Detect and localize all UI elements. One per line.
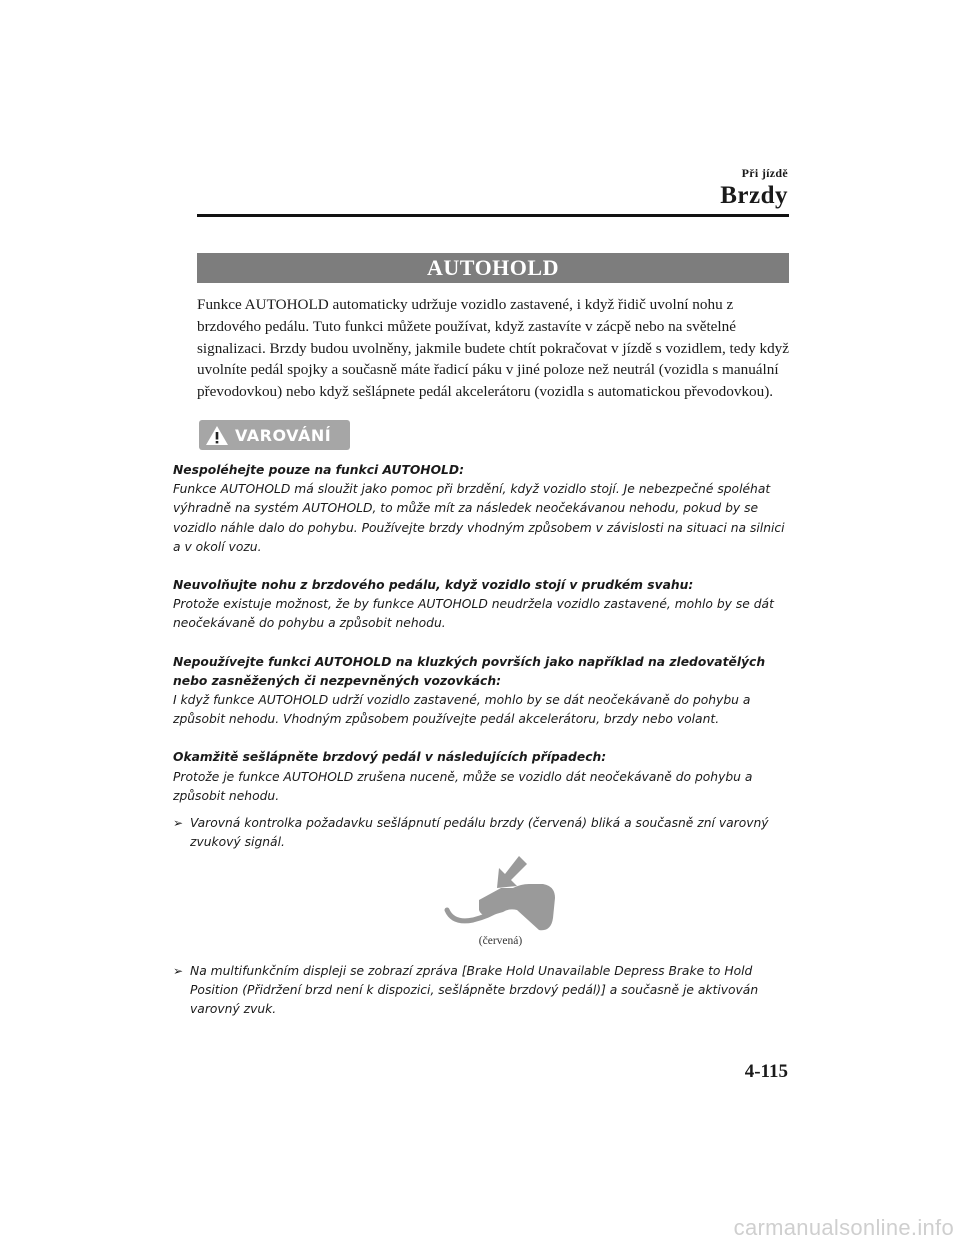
- brake-pedal-warning-icon: [443, 854, 558, 934]
- warning-block: [173, 653, 789, 730]
- bullet-item: [173, 814, 789, 852]
- warning-block: [173, 576, 789, 634]
- bullet-item: [173, 962, 789, 1020]
- page-number: 4-115: [744, 1061, 788, 1082]
- warning-body: Protože existuje možnost, že by funkce AUTOHOLD neudržela vozidlo zastavené, mohlo by se dát neočekávaně do pohybu a způsobit nehodu.: [173, 597, 774, 631]
- warning-heading: Okamžitě sešlápněte brzdový pedál v následujících případech:: [173, 750, 607, 765]
- arrow-bullet-icon: ➢: [173, 816, 184, 831]
- warning-body: Protože je funkce AUTOHOLD zrušena nuceně, může se vozidlo dát neočekávaně do pohybu a způsobit nehodu.: [173, 769, 753, 803]
- figure-caption: (červená): [478, 935, 523, 947]
- warning-block: [173, 748, 789, 806]
- warning-body: Funkce AUTOHOLD má sloužit jako pomoc při brzdění, když vozidlo stojí. Je nebezpečné spoléhat výhradně na systém AUTOHOLD, to může mít za následek neočekávanou nehodu, pokud by se vozidlo náhle dalo do pohybu. Používejte brzdy vhodným způsobem v závislosti na situaci na silnici a v okolí vozu.: [173, 482, 785, 554]
- header-divider: [197, 214, 789, 217]
- section-title: Brzdy: [720, 182, 788, 209]
- page-header: [720, 166, 788, 210]
- arrow-bullet-icon: ➢: [173, 964, 184, 978]
- warning-body: I když funkce AUTOHOLD udrží vozidlo zastavené, mohlo by se dát neočekávaně do pohybu a způsobit nehodu. Vhodným způsobem používejte pedál akcelerátoru, brzdy nebo volant.: [173, 693, 751, 727]
- bullet-text: Na multifunkčním displeji se zobrazí zpráva [Brake Hold Unavailable Depress Brake to Hold Position (Přidržení brzd není k dispozici, sešlápněte brzdový pedál)] a současně je aktivován varovný zvuk.: [190, 964, 759, 1017]
- warning-heading: Neuvolňujte nohu z brzdového pedálu, když vozidlo stojí v prudkém svahu:: [173, 578, 694, 593]
- bullet-text: Varovná kontrolka požadavku sešlápnutí pedálu brzdy (červená) bliká a současně zní varovný zvukový signál.: [190, 816, 769, 850]
- warning-label: VAROVÁNÍ: [235, 425, 332, 445]
- warning-block: [173, 461, 789, 557]
- chapter-title: Při jízdě: [741, 166, 788, 180]
- warning-badge: [199, 420, 350, 450]
- warning-heading: Nepoužívejte funkci AUTOHOLD na kluzkých površích jako například na zledovatělých nebo zasněžených či nezpevněných vozovkách:: [173, 654, 766, 688]
- bullet-list-2: [173, 962, 789, 1020]
- warning-heading: Nespoléhejte pouze na funkci AUTOHOLD:: [173, 463, 465, 477]
- intro-paragraph: Funkce AUTOHOLD automaticky udržuje vozidlo zastavené, i když řidič uvolní nohu z brzdového pedálu. Tuto funkci můžete používat, když zastavíte v zácpě nebo na světelné signalizaci. Brzdy budou uvolněny, jakmile budete chtít pokračovat v jízdě s vozidlem, tedy když uvolníte pedál spojky a současně máte řadicí páku v jiné poloze než neutrál (vozidla s manuální převodovkou) nebo když sešlápnete pedál akcelerátoru (vozidla s automatickou převodovkou).: [197, 296, 790, 401]
- warning-triangle-icon: [205, 425, 229, 446]
- watermark: carmanualsonline.info: [733, 1215, 954, 1240]
- warning-content: [173, 461, 789, 852]
- section-banner: AUTOHOLD: [197, 253, 789, 283]
